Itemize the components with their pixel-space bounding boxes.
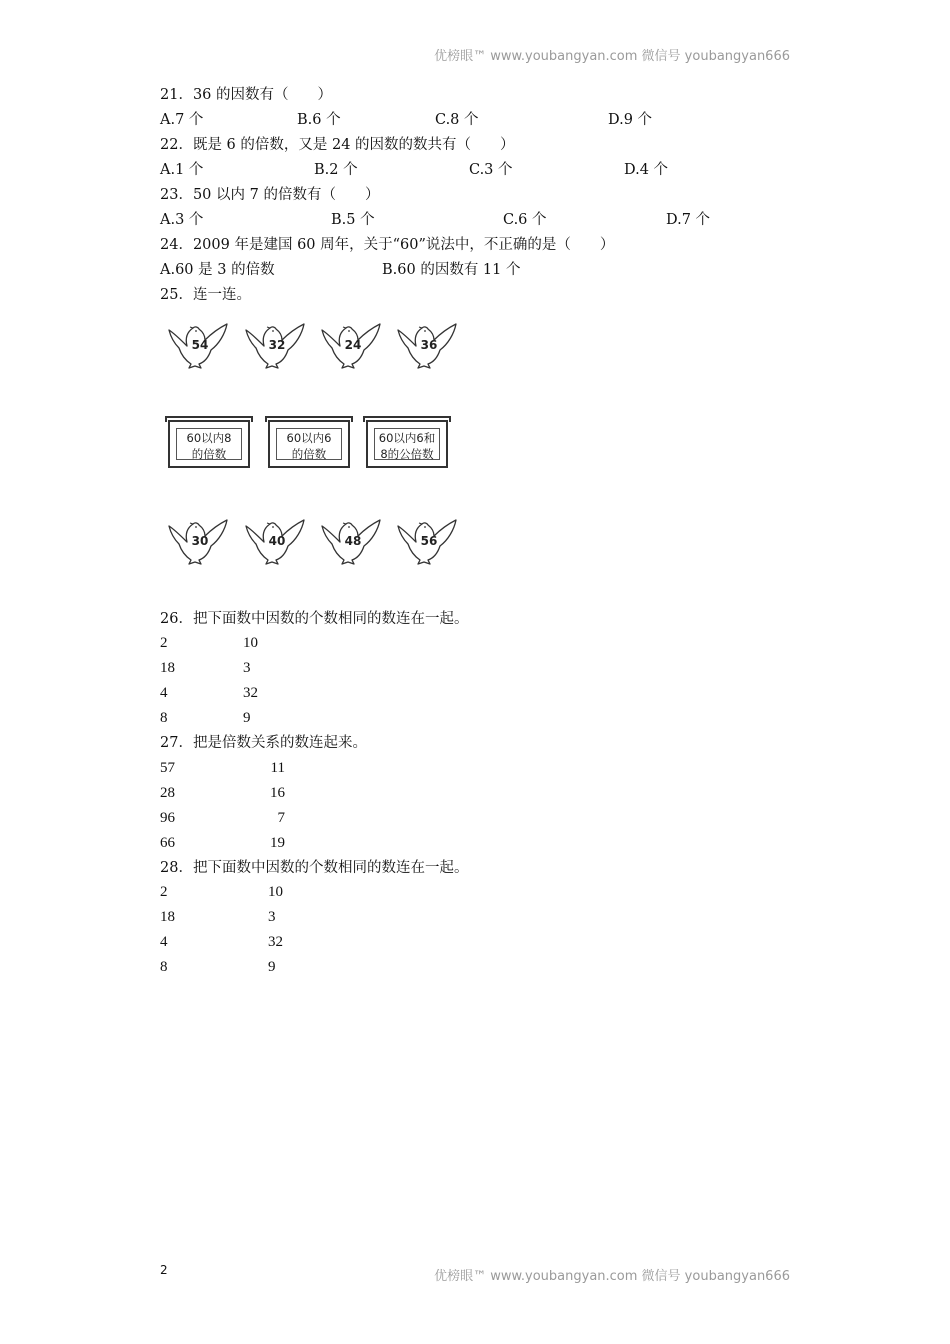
dove-card bbox=[394, 516, 460, 566]
category-box-line1: 60以内8 bbox=[186, 431, 232, 445]
q21-option-d: D.9 个 bbox=[608, 112, 653, 128]
right-number: 16 bbox=[270, 785, 285, 801]
right-number: 10 bbox=[268, 884, 283, 900]
dove-number: 48 bbox=[344, 534, 362, 548]
question-25: 25．连一连。 bbox=[160, 287, 251, 303]
dove-card bbox=[165, 516, 231, 566]
dove-card bbox=[318, 320, 384, 370]
category-box bbox=[168, 420, 250, 468]
category-box bbox=[268, 420, 350, 468]
dove-number: 24 bbox=[344, 338, 362, 352]
question-22: 22．既是 6 的倍数，又是 24 的因数的数共有（ ） bbox=[160, 137, 515, 153]
right-number: 3 bbox=[268, 909, 276, 925]
left-number: 2 bbox=[160, 635, 168, 651]
q23-option-c: C.6 个 bbox=[503, 212, 547, 228]
q21-option-b: B.6 个 bbox=[297, 112, 341, 128]
q22-option-c: C.3 个 bbox=[469, 162, 513, 178]
left-number: 66 bbox=[160, 835, 175, 851]
q22-option-a: A.1 个 bbox=[160, 162, 204, 178]
question-21: 21．36 的因数有（ ） bbox=[160, 87, 333, 103]
question-24: 24．2009 年是建国 60 周年，关于“60”说法中，不正确的是（ ） bbox=[160, 237, 615, 253]
q22-option-d: D.4 个 bbox=[624, 162, 669, 178]
q23-option-b: B.5 个 bbox=[331, 212, 375, 228]
dove-number: 56 bbox=[420, 534, 438, 548]
category-box-line2: 8的公倍数 bbox=[380, 447, 434, 461]
left-number: 57 bbox=[160, 760, 175, 776]
dove-card bbox=[394, 320, 460, 370]
dove-card bbox=[242, 320, 308, 370]
header-watermark: 优榜眼™ www.youbangyan.com 微信号 youbangyan666 bbox=[434, 49, 790, 64]
question-26: 26．把下面数中因数的个数相同的数连在一起。 bbox=[160, 611, 469, 627]
dove-number: 54 bbox=[191, 338, 209, 352]
left-number: 18 bbox=[160, 660, 175, 676]
category-box-text bbox=[270, 430, 348, 462]
left-number: 28 bbox=[160, 785, 175, 801]
left-number: 8 bbox=[160, 710, 168, 726]
category-box-line1: 60以内6 bbox=[286, 431, 332, 445]
q23-option-a: A.3 个 bbox=[160, 212, 204, 228]
dove-card bbox=[242, 516, 308, 566]
right-number: 9 bbox=[243, 710, 251, 726]
dove-number: 30 bbox=[191, 534, 209, 548]
right-number: 32 bbox=[268, 934, 283, 950]
dove-card bbox=[165, 320, 231, 370]
page-number: 2 bbox=[160, 1263, 168, 1277]
q22-option-b: B.2 个 bbox=[314, 162, 358, 178]
q21-option-a: A.7 个 bbox=[160, 112, 204, 128]
question-28: 28．把下面数中因数的个数相同的数连在一起。 bbox=[160, 860, 469, 876]
category-box-line1: 60以内6和 bbox=[378, 431, 436, 445]
q21-option-c: C.8 个 bbox=[435, 112, 479, 128]
category-box bbox=[366, 420, 448, 468]
left-number: 96 bbox=[160, 810, 175, 826]
right-number: 7 bbox=[277, 810, 285, 826]
left-number: 2 bbox=[160, 884, 168, 900]
footer-watermark: 优榜眼™ www.youbangyan.com 微信号 youbangyan666 bbox=[434, 1269, 790, 1284]
category-box-text bbox=[170, 430, 248, 462]
question-23: 23．50 以内 7 的倍数有（ ） bbox=[160, 187, 380, 203]
dove-number: 36 bbox=[420, 338, 438, 352]
category-box-line2: 的倍数 bbox=[291, 447, 327, 461]
dove-number: 40 bbox=[268, 534, 286, 548]
left-number: 4 bbox=[160, 685, 168, 701]
q24-option-a: A.60 是 3 的倍数 bbox=[160, 262, 275, 278]
right-number: 10 bbox=[243, 635, 258, 651]
right-number: 19 bbox=[270, 835, 285, 851]
dove-card bbox=[318, 516, 384, 566]
question-27: 27．把是倍数关系的数连起来。 bbox=[160, 735, 367, 751]
left-number: 8 bbox=[160, 959, 168, 975]
category-box-line2: 的倍数 bbox=[191, 447, 227, 461]
category-box-text bbox=[368, 430, 446, 462]
dove-number: 32 bbox=[268, 338, 286, 352]
q23-option-d: D.7 个 bbox=[666, 212, 711, 228]
q24-option-b: B.60 的因数有 11 个 bbox=[382, 262, 521, 278]
right-number: 3 bbox=[243, 660, 251, 676]
right-number: 11 bbox=[270, 760, 285, 776]
right-number: 32 bbox=[243, 685, 258, 701]
left-number: 18 bbox=[160, 909, 175, 925]
left-number: 4 bbox=[160, 934, 168, 950]
right-number: 9 bbox=[268, 959, 276, 975]
